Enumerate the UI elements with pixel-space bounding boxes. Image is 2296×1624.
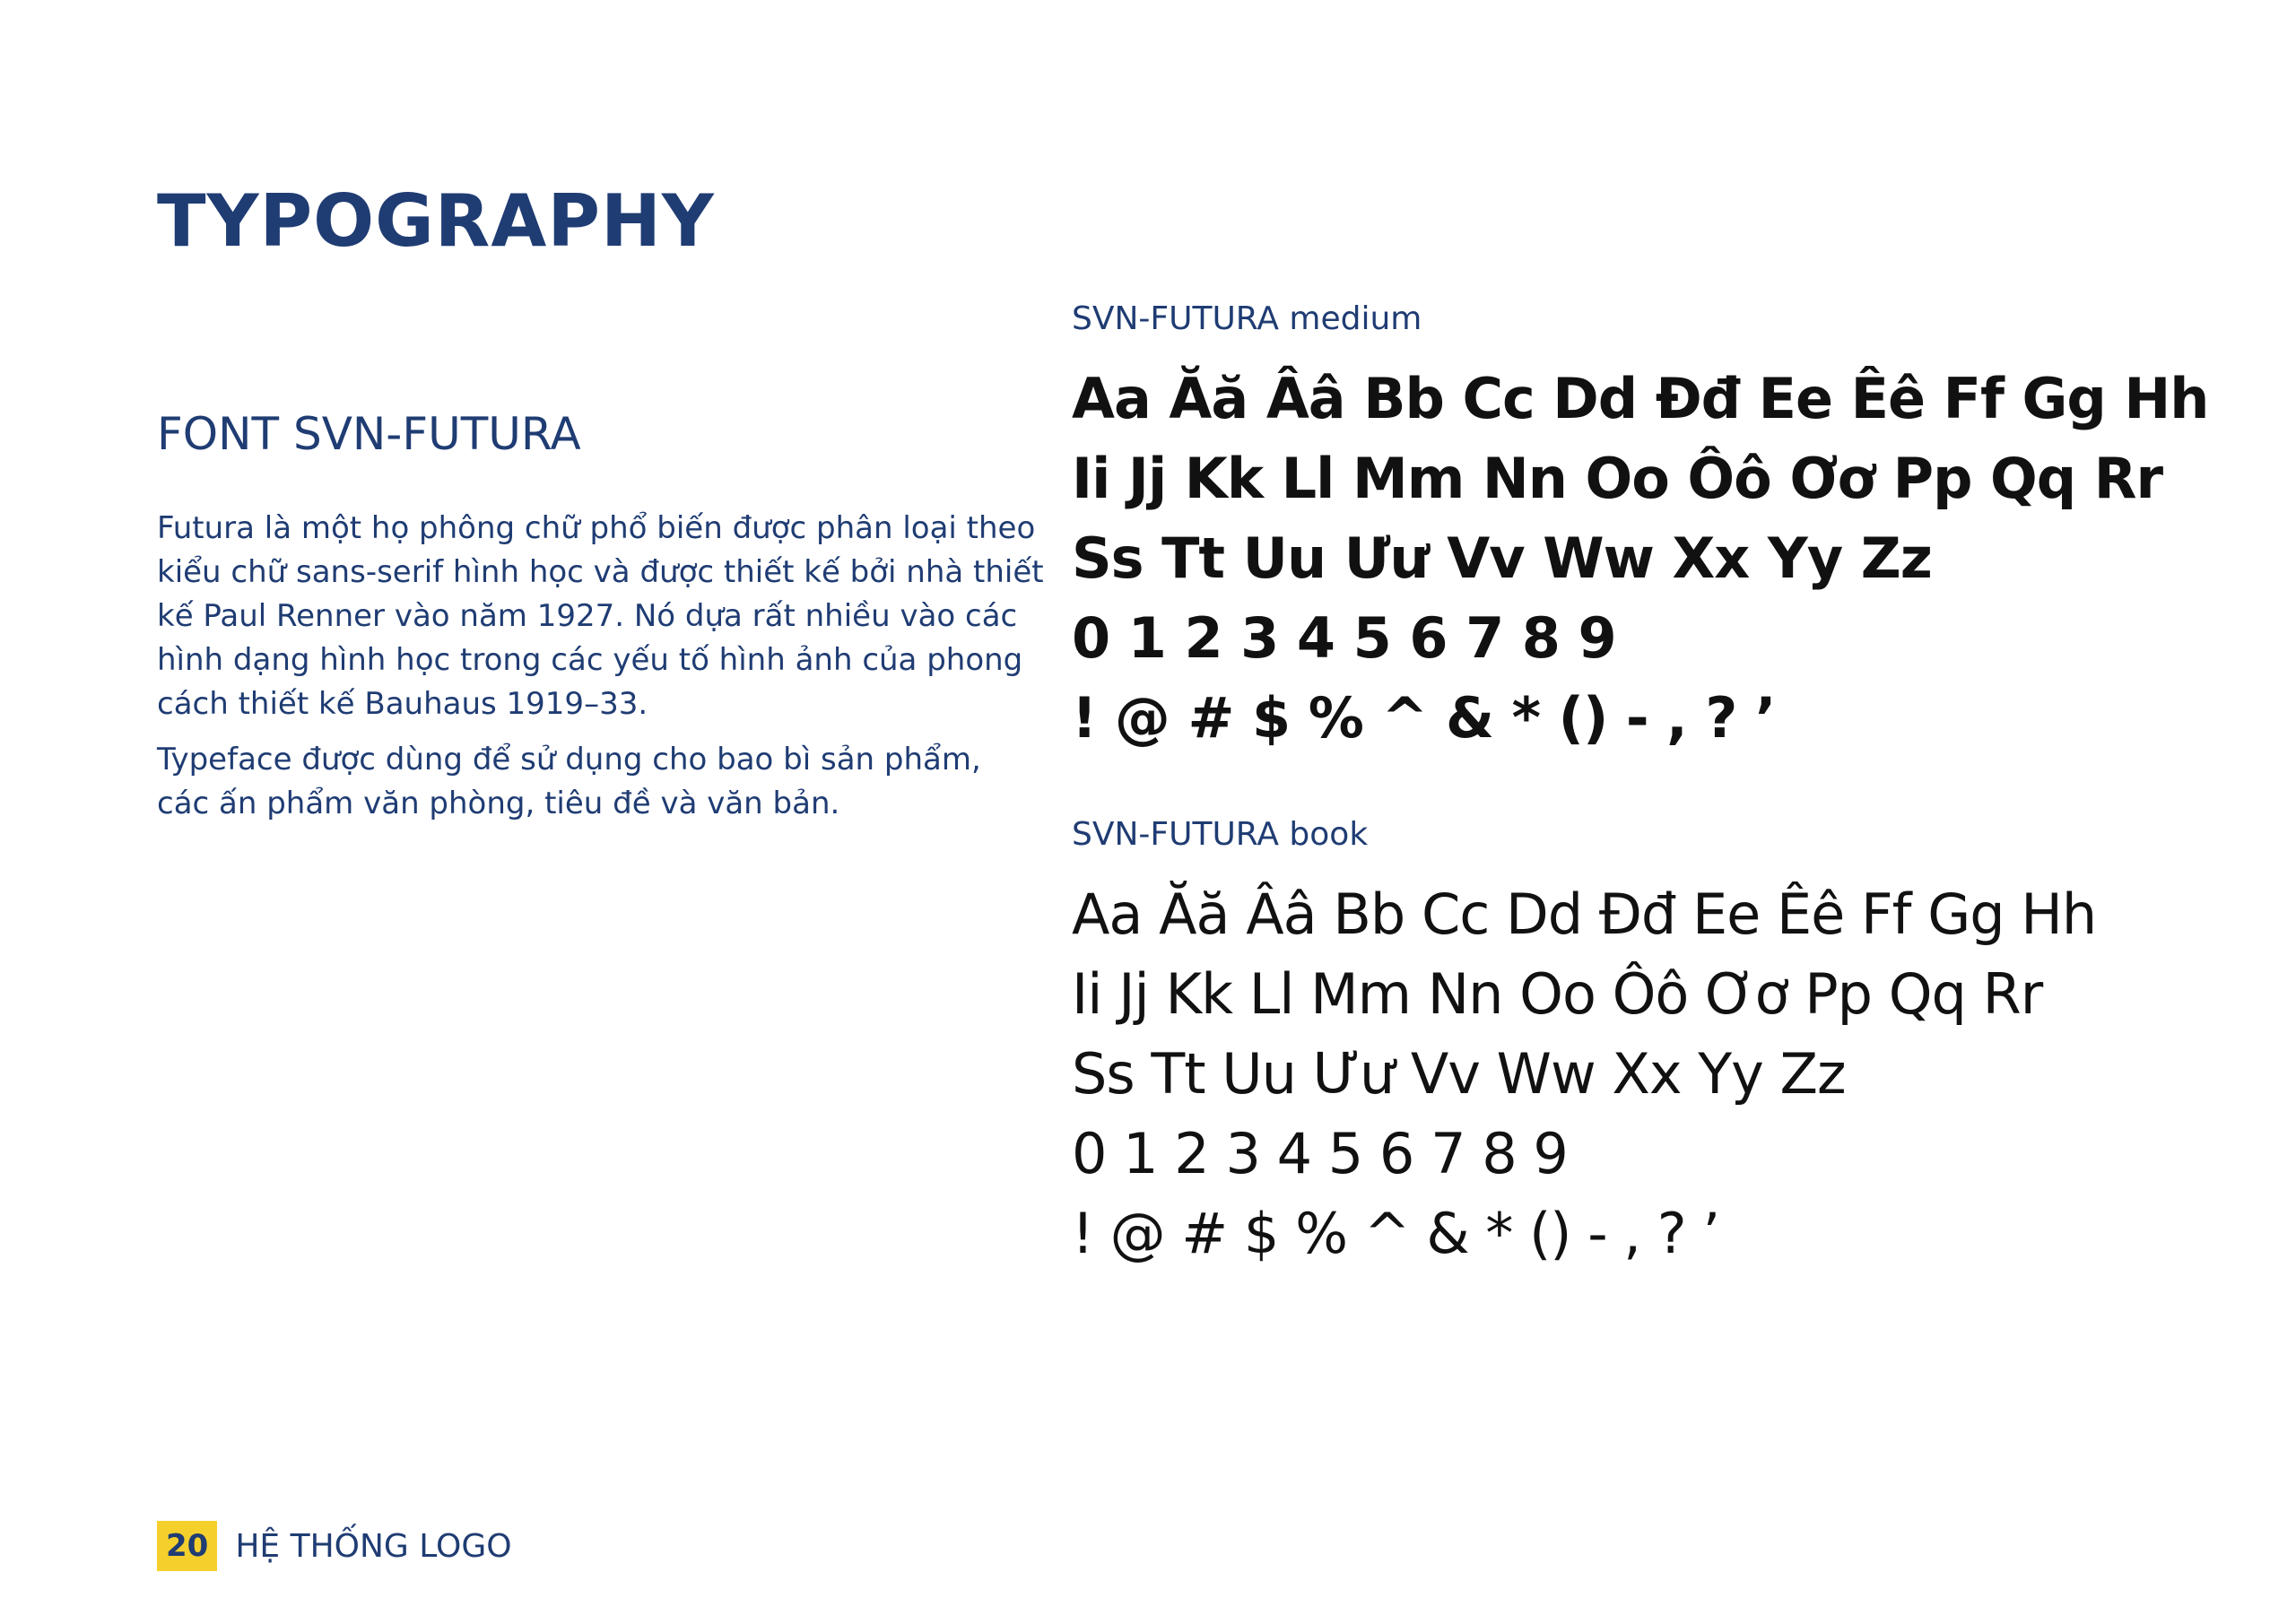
description-paragraph	[157, 507, 1044, 726]
description-line: cách thiết kế Bauhaus 1919–33.	[157, 686, 648, 722]
font-specimen-book	[1072, 812, 2238, 1273]
description-line: Futura là một họ phông chữ phổ biến được phân loại theo	[157, 510, 1036, 546]
specimen-line-uppercase-lowercase-2: Ii Jj Kk Ll Mm Nn Oo Ôô Ơơ Pp Qq Rr	[1072, 446, 2163, 511]
specimen-line-symbols: ! @ # $ % ^ & * () - , ? ’	[1072, 685, 1776, 751]
font-description	[157, 507, 1044, 838]
specimen-line-digits: 0 1 2 3 4 5 6 7 8 9	[1072, 1121, 1568, 1186]
specimen-label: SVN-FUTURA book	[1072, 816, 1369, 853]
specimen-line-uppercase-lowercase-2: Ii Jj Kk Ll Mm Nn Oo Ôô Ơơ Pp Qq Rr	[1072, 961, 2043, 1027]
page-title: TYPOGRAPHY	[157, 179, 715, 263]
font-specimen-medium	[1072, 296, 2238, 758]
specimen-glyph-block	[1072, 874, 2238, 1273]
section-title: FONT SVN-FUTURA	[157, 408, 581, 460]
specimen-line-uppercase-lowercase-3: Ss Tt Uu Ưư Vv Ww Xx Yy Zz	[1072, 525, 1932, 591]
specimen-line-symbols: ! @ # $ % ^ & * () - , ? ’	[1072, 1201, 1720, 1266]
description-line: các ấn phẩm văn phòng, tiêu đề và văn bản.	[157, 786, 840, 821]
specimen-line-uppercase-lowercase-3: Ss Tt Uu Ưư Vv Ww Xx Yy Zz	[1072, 1041, 1846, 1107]
description-line: kiểu chữ sans-serif hình học và được thiết kế bởi nhà thiết	[157, 554, 1044, 590]
description-paragraph	[157, 738, 1018, 826]
specimen-label: SVN-FUTURA medium	[1072, 300, 1422, 337]
footer-section-title: HỆ THỐNG LOGO	[235, 1527, 512, 1565]
specimen-glyph-block	[1072, 359, 2238, 758]
description-line: Typeface được dùng để sử dụng cho bao bì sản phẩm,	[157, 742, 981, 777]
page-footer	[157, 1521, 512, 1571]
description-line: hình dạng hình học trong các yếu tố hình ảnh của phong	[157, 642, 1023, 678]
page-number-badge: 20	[157, 1521, 217, 1571]
specimen-line-uppercase-lowercase-1: Aa Ăă Ââ Bb Cc Dd Đđ Ee Êê Ff Gg Hh	[1072, 366, 2209, 431]
specimen-line-digits: 0 1 2 3 4 5 6 7 8 9	[1072, 605, 1616, 671]
specimen-line-uppercase-lowercase-1: Aa Ăă Ââ Bb Cc Dd Đđ Ee Êê Ff Gg Hh	[1072, 881, 2097, 947]
description-line: kế Paul Renner vào năm 1927. Nó dựa rất nhiều vào các	[157, 598, 1018, 634]
